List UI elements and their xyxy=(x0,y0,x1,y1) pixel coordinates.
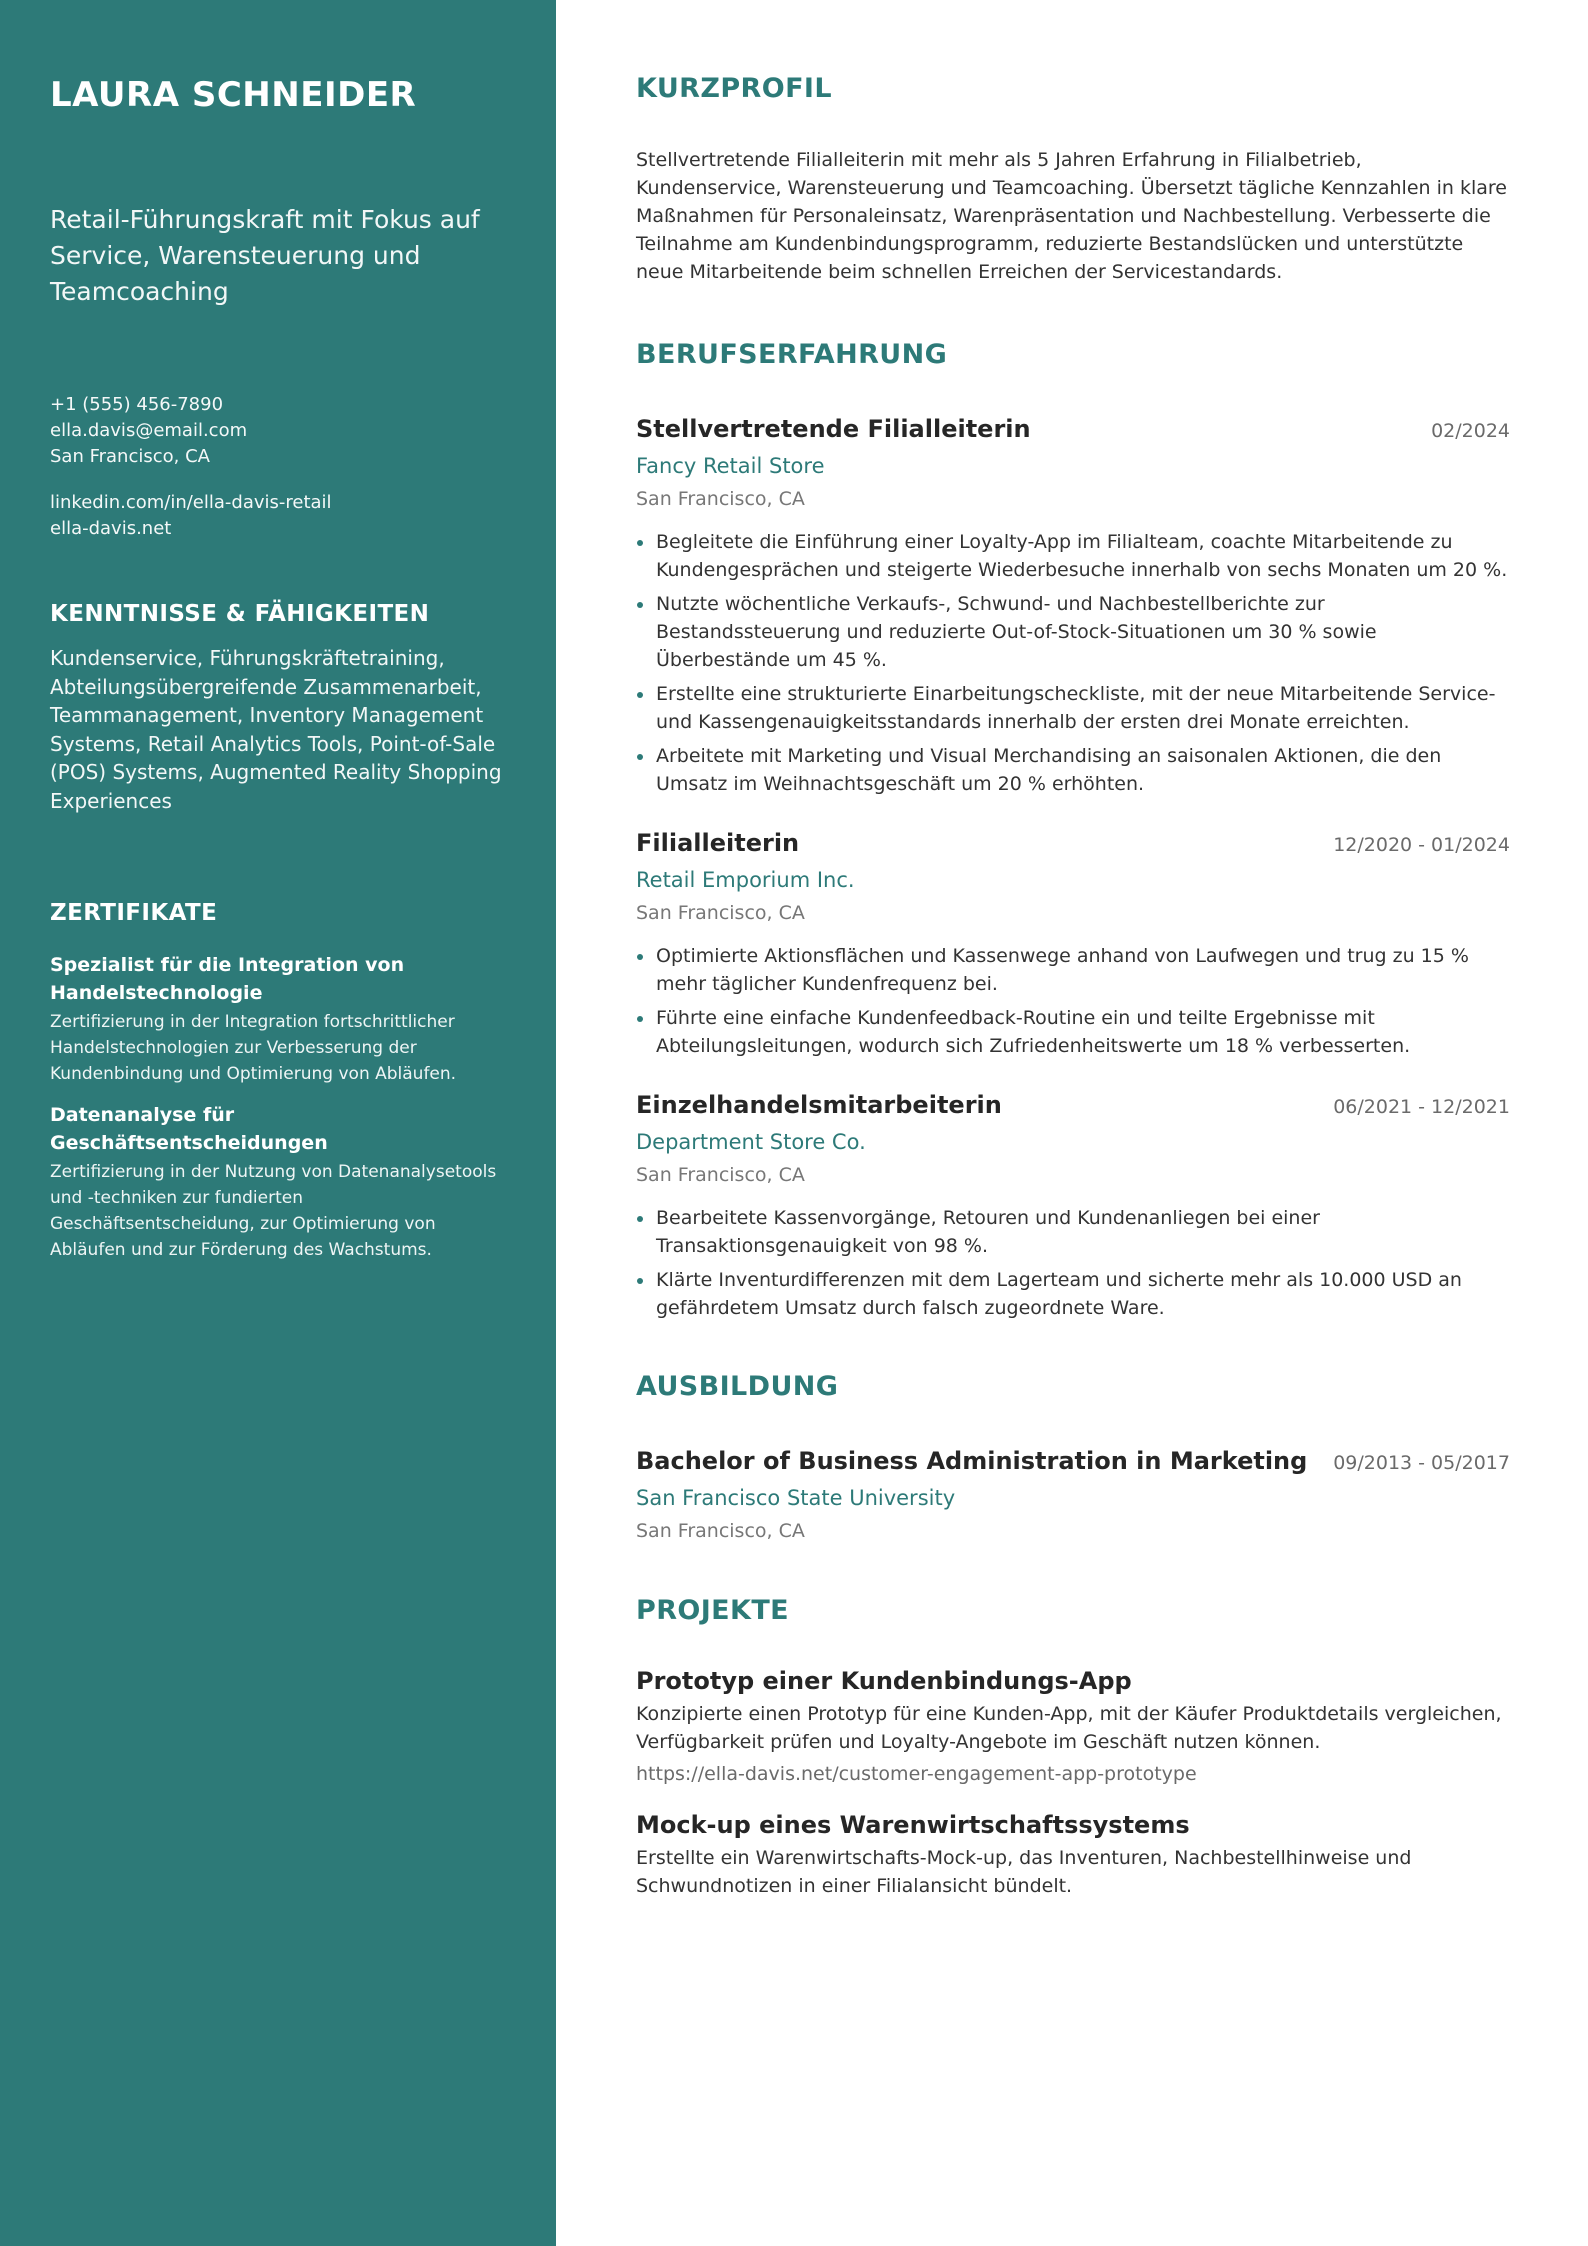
job-bullet: Führte eine einfache Kundenfeedback-Routine ein und teilte Ergebnisse mit Abteilungsleitungen, wodurch sich Zufriedenheitswerte um 18 % verbesserten. xyxy=(636,1004,1510,1060)
job-date: 12/2020 - 01/2024 xyxy=(1333,834,1510,856)
job-title: Einzelhandelsmitarbeiterin xyxy=(636,1091,1002,1119)
job-company: Fancy Retail Store xyxy=(636,454,825,478)
certificates-heading: ZERTIFIKATE xyxy=(50,900,218,926)
job-entry xyxy=(636,1088,1510,1322)
project-entry xyxy=(636,1808,1510,1900)
job-title: Stellvertretende Filialleiterin xyxy=(636,415,1031,443)
experience-heading: BERUFSERFAHRUNG xyxy=(636,339,948,370)
job-bullet: Begleitete die Einführung einer Loyalty-App im Filialteam, coachte Mitarbeitende zu Kundengesprächen und steigerte Wiederbesuche innerhalb von sechs Monaten um 20 %. xyxy=(636,528,1510,584)
job-bullet: Klärte Inventurdifferenzen mit dem Lagerteam und sicherte mehr als 10.000 USD an gefährdetem Umsatz durch falsch zugeordnete Ware. xyxy=(636,1266,1510,1322)
project-entry xyxy=(636,1664,1510,1788)
contact-phone: +1 (555) 456-7890 xyxy=(50,394,224,415)
contact-linkedin[interactable]: linkedin.com/in/ella-davis-retail xyxy=(50,492,332,513)
job-bullets xyxy=(636,942,1510,1060)
skills-text: Kundenservice, Führungskräftetraining, Abteilungsübergreifende Zusammenarbeit, Teammanagement, Inventory Management Systems, Retail Analytics Tools, Point-of-Sale (POS) Systems, Augmented Reality Shopping Experiences xyxy=(50,646,502,813)
certificate-title: Spezialist für die Integration von Handelstechnologie xyxy=(50,954,405,1004)
certificate-item xyxy=(50,1101,506,1263)
project-description: Erstellte ein Warenwirtschafts-Mock-up, das Inventuren, Nachbestellhinweise und Schwundnotizen in einer Filialansicht bündelt. xyxy=(636,1847,1412,1897)
certificate-description: Zertifizierung in der Integration fortschrittlicher Handelstechnologien zur Verbesserung der Kundenbindung und Optimierung von Abläufen. xyxy=(50,1012,457,1084)
job-location: San Francisco, CA xyxy=(636,902,805,924)
profile-heading: KURZPROFIL xyxy=(636,73,832,104)
contact-location: San Francisco, CA xyxy=(50,446,210,467)
projects-heading: PROJEKTE xyxy=(636,1595,790,1626)
job-company: Retail Emporium Inc. xyxy=(636,868,855,892)
certificate-description: Zertifizierung in der Nutzung von Datenanalysetools und -techniken zur fundierten Geschäftsentscheidung, zur Optimierung von Abläufen und zur Förderung des Wachstums. xyxy=(50,1162,497,1260)
sidebar xyxy=(0,0,556,2246)
job-title: Filialleiterin xyxy=(636,829,800,857)
certificate-item xyxy=(50,951,506,1087)
job-bullets xyxy=(636,1204,1510,1322)
profile-text: Stellvertretende Filialleiterin mit mehr als 5 Jahren Erfahrung in Filialbetrieb, Kundenservice, Warensteuerung und Teamcoaching. Übersetzt tägliche Kennzahlen in klare Maßnahmen für Personaleinsatz, Warenpräsentation und Nachbestellung. Verbesserte die Teilnahme am Kundenbindungsprogramm, reduzierte Bestandslücken und unterstützte neue Mitarbeitende beim schnellen Erreichen der Servicestandards. xyxy=(636,149,1507,283)
job-bullet: Arbeitete mit Marketing und Visual Merchandising an saisonalen Aktionen, die den Umsatz im Weihnachtsgeschäft um 20 % erhöhten. xyxy=(636,742,1510,798)
certificate-title: Datenanalyse für Geschäftsentscheidungen xyxy=(50,1104,328,1154)
job-bullet: Nutzte wöchentliche Verkaufs-, Schwund- und Nachbestellberichte zur Bestandssteuerung und reduzierte Out-of-Stock-Situationen um 30 % sowie Überbestände um 45 %. xyxy=(636,590,1510,674)
job-date: 06/2021 - 12/2021 xyxy=(1333,1096,1510,1118)
job-bullets xyxy=(636,528,1510,798)
project-link[interactable]: https://ella-davis.net/customer-engagement-app-prototype xyxy=(636,1763,1197,1785)
project-description: Konzipierte einen Prototyp für eine Kunden-App, mit der Käufer Produktdetails vergleichen, Verfügbarkeit prüfen und Loyalty-Angebote im Geschäft nutzen können. xyxy=(636,1703,1502,1753)
main-content xyxy=(556,0,1588,2246)
skills-heading: KENNTNISSE & FÄHIGKEITEN xyxy=(50,601,430,627)
person-name: LAURA SCHNEIDER xyxy=(50,75,417,115)
job-entry xyxy=(636,826,1510,1060)
contact-email[interactable]: ella.davis@email.com xyxy=(50,420,248,441)
job-entry xyxy=(636,412,1510,798)
education-heading: AUSBILDUNG xyxy=(636,1371,839,1402)
project-title: Mock-up eines Warenwirtschaftssystems xyxy=(636,1811,1190,1839)
person-headline: Retail-Führungskraft mit Fokus auf Service, Warensteuerung und Teamcoaching xyxy=(50,205,480,306)
education-location: San Francisco, CA xyxy=(636,1520,805,1542)
job-bullet: Optimierte Aktionsflächen und Kassenwege anhand von Laufwegen und trug zu 15 % mehr täglicher Kundenfrequenz bei. xyxy=(636,942,1510,998)
education-date: 09/2013 - 05/2017 xyxy=(1333,1452,1510,1474)
job-location: San Francisco, CA xyxy=(636,488,805,510)
education-entry xyxy=(636,1444,1510,1546)
job-bullet: Bearbeitete Kassenvorgänge, Retouren und Kundenanliegen bei einer Transaktionsgenauigkeit von 98 %. xyxy=(636,1204,1510,1260)
contact-block xyxy=(50,392,506,542)
education-school: San Francisco State University xyxy=(636,1486,956,1510)
job-bullet: Erstellte eine strukturierte Einarbeitungscheckliste, mit der neue Mitarbeitende Service- und Kassengenauigkeitsstandards innerhalb der ersten drei Monate erreichten. xyxy=(636,680,1510,736)
education-degree: Bachelor of Business Administration in Marketing xyxy=(636,1447,1308,1475)
job-date: 02/2024 xyxy=(1431,420,1510,442)
job-company: Department Store Co. xyxy=(636,1130,866,1154)
job-location: San Francisco, CA xyxy=(636,1164,805,1186)
project-title: Prototyp einer Kundenbindungs-App xyxy=(636,1667,1132,1695)
contact-website[interactable]: ella-davis.net xyxy=(50,518,172,539)
